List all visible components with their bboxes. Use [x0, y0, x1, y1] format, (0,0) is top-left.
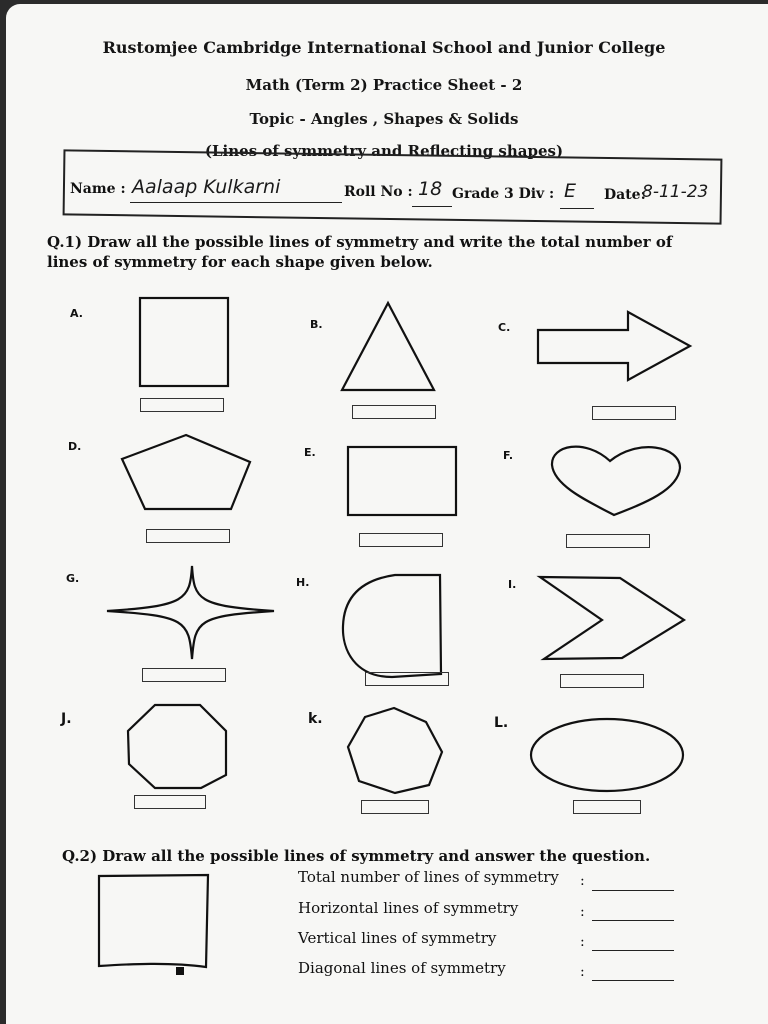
- label-a: A.: [70, 307, 83, 320]
- rounded-shape: [343, 575, 441, 677]
- school-name: Rustomjee Cambridge International School and Junior College: [102, 38, 666, 57]
- div-value: E: [564, 180, 577, 202]
- q2-row-diagonal: Diagonal lines of symmetry: [298, 959, 506, 977]
- answer-box-h[interactable]: [365, 672, 449, 686]
- rectangle-shape: [348, 447, 456, 515]
- answer-box-d[interactable]: [146, 529, 230, 543]
- arrow-shape: [538, 312, 690, 380]
- answer-box-c[interactable]: [592, 406, 676, 420]
- q2-colon-diagonal: :: [580, 964, 585, 980]
- triangle-shape: [342, 303, 434, 390]
- grade-label: Grade 3 Div :: [452, 186, 555, 202]
- roll-value: 18: [418, 178, 443, 200]
- q2-square-shape: [99, 875, 208, 967]
- label-l: L.: [494, 715, 509, 731]
- heart-shape: [552, 447, 680, 515]
- answer-box-f[interactable]: [566, 534, 650, 548]
- label-h: H.: [296, 576, 310, 589]
- subtopic-title: (Lines of symmetry and Reflecting shapes): [204, 142, 564, 160]
- q2-answer-horizontal[interactable]: [592, 920, 674, 921]
- name-label: Name :: [70, 181, 126, 197]
- ellipse-shape: [531, 719, 683, 791]
- label-g: G.: [66, 572, 80, 585]
- q2-row-horizontal: Horizontal lines of symmetry: [298, 899, 519, 917]
- answer-box-g[interactable]: [142, 668, 226, 682]
- label-e: E.: [304, 446, 316, 459]
- label-f: F.: [503, 449, 514, 462]
- q2-answer-diagonal[interactable]: [592, 980, 674, 981]
- q2-colon-total: :: [580, 873, 585, 889]
- answer-box-l[interactable]: [573, 800, 641, 814]
- chevron-shape: [540, 577, 684, 659]
- square-shape: [140, 298, 228, 386]
- label-d: D.: [68, 440, 82, 453]
- q2-corner-mark: [176, 967, 184, 975]
- date-value: 8-11-23: [642, 182, 709, 202]
- sheet-title: Math (Term 2) Practice Sheet - 2: [245, 76, 523, 94]
- answer-box-e[interactable]: [359, 533, 443, 547]
- heptagon-shape: [348, 708, 442, 793]
- q2-row-vertical: Vertical lines of symmetry: [298, 929, 497, 947]
- name-value: Aalaap Kulkarni: [132, 176, 281, 198]
- answer-box-j[interactable]: [134, 795, 206, 809]
- star-shape: [107, 566, 274, 659]
- answer-box-i[interactable]: [560, 674, 644, 688]
- answer-box-a[interactable]: [140, 398, 224, 412]
- date-label: Date:: [604, 187, 646, 203]
- q2-answer-vertical[interactable]: [592, 950, 674, 951]
- answer-box-k[interactable]: [361, 800, 429, 814]
- topic-title: Topic - Angles , Shapes & Solids: [249, 110, 519, 128]
- q1-text: Q.1) Draw all the possible lines of symmetry and write the total number of lines of symmetry for each shape given below.: [47, 233, 673, 271]
- q2-text: Q.2) Draw all the possible lines of symmetry and answer the question.: [62, 847, 651, 865]
- label-i: I.: [508, 578, 517, 591]
- octagon-shape: [128, 705, 226, 788]
- q2-row-total: Total number of lines of symmetry: [298, 868, 559, 886]
- answer-box-b[interactable]: [352, 405, 436, 419]
- label-k: k.: [308, 711, 323, 727]
- label-c: C.: [498, 321, 511, 334]
- roll-label: Roll No :: [344, 184, 413, 200]
- label-j: J.: [61, 711, 72, 727]
- pentagon-shape: [122, 435, 250, 509]
- q2-colon-horizontal: :: [580, 904, 585, 920]
- q2-answer-total[interactable]: [592, 890, 674, 891]
- label-b: B.: [310, 318, 323, 331]
- q2-colon-vertical: :: [580, 934, 585, 950]
